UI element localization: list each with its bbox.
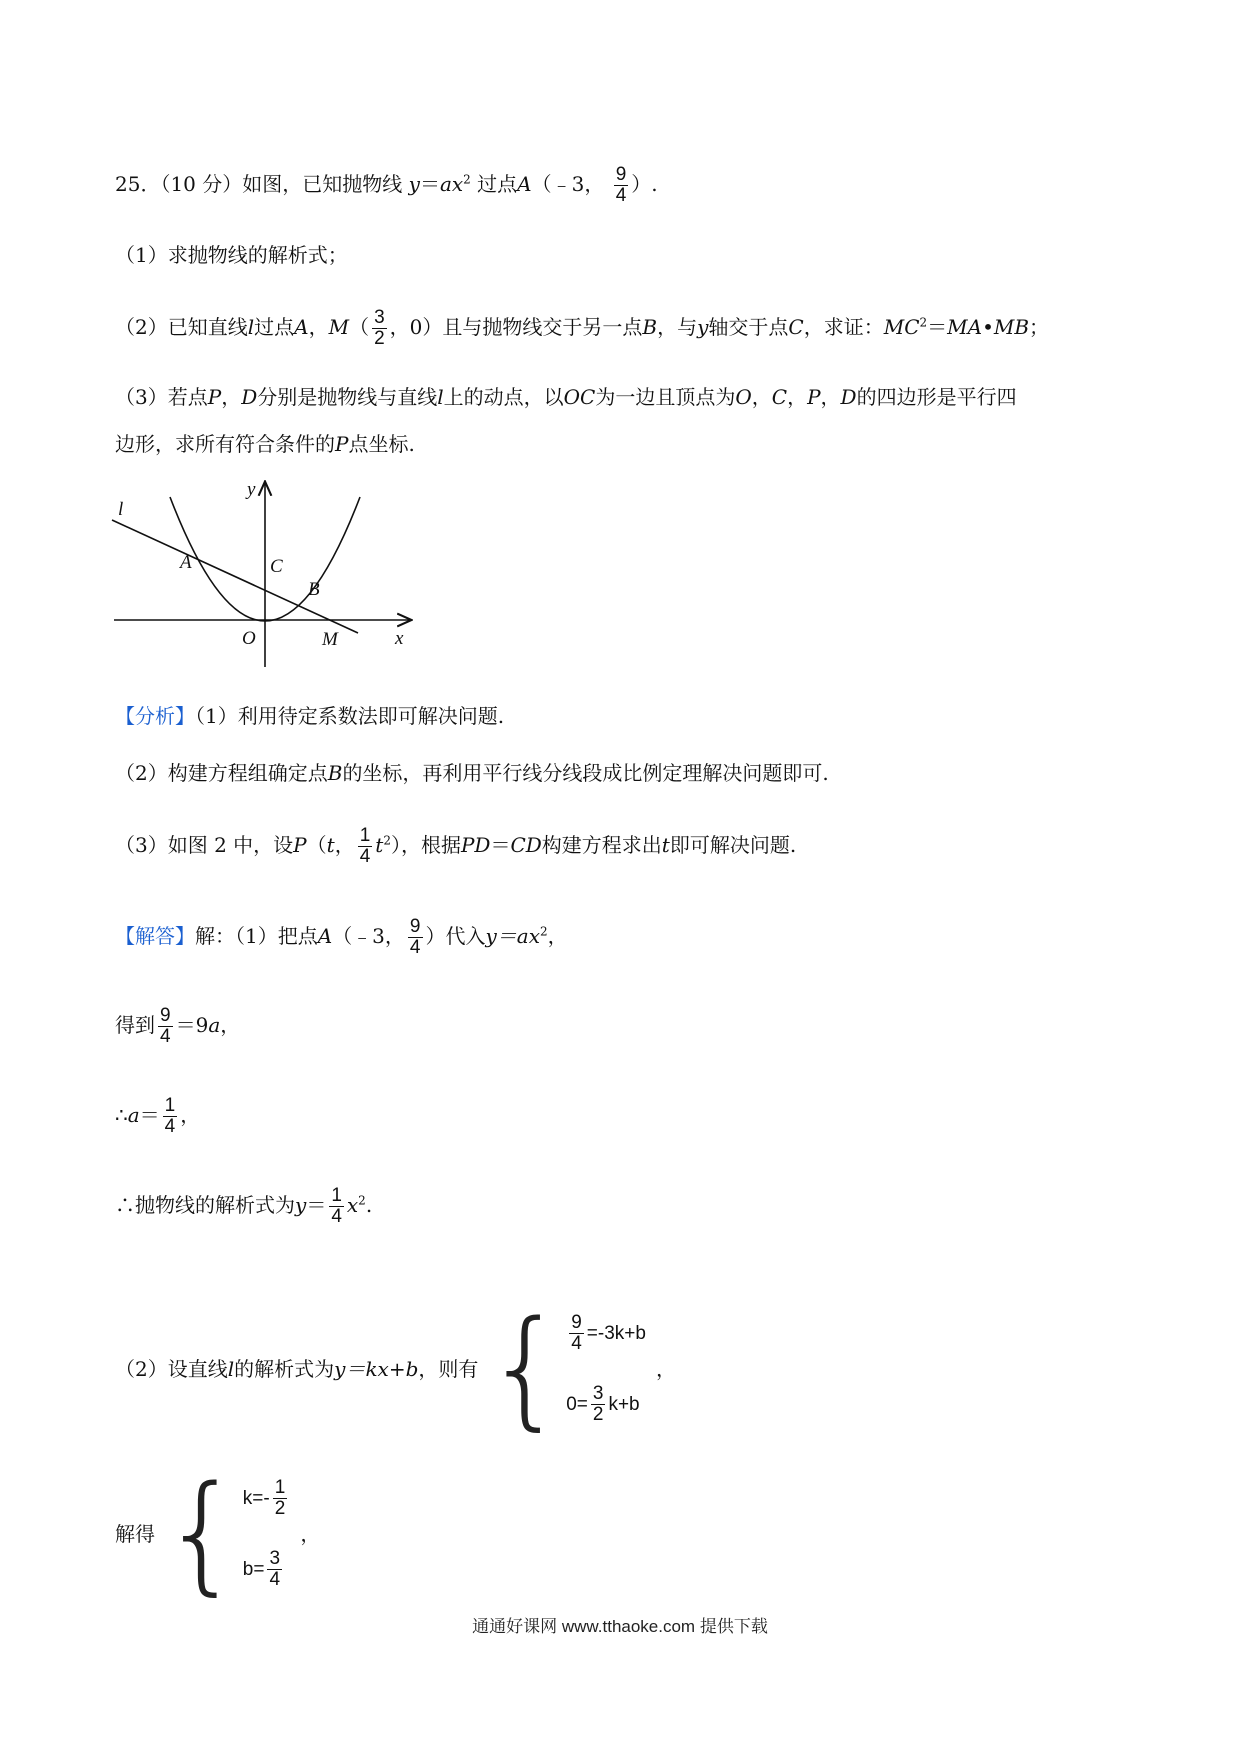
fraction: $\frac{9}{4}$ bbox=[409, 916, 421, 958]
label-C: C bbox=[270, 556, 283, 577]
solution-6: 解得 { k=- $\frac{1}{2}$ b= $\frac{3}{4}$ ， bbox=[115, 1459, 321, 1608]
analysis-1: 【分析】（1）利用待定系数法即可解决问题. bbox=[115, 704, 505, 728]
problem-title: 25．（10 分）如图，已知抛物线 $y=ax^2$ 过点A（﹣3， $\frac{9}{4}$ ）. bbox=[115, 164, 658, 206]
question-3-line-1: （3）若点P，D分别是抛物线与直线l上的动点，以OC为一边且顶点为O，C，P，D的四边形是平行四 bbox=[115, 385, 1017, 409]
equation-system: { $\frac{9}{4}$ =-3k+b 0= $\frac{3}{2}$ k+b ， bbox=[484, 1294, 676, 1443]
fraction: $\frac{9}{4}$ bbox=[615, 164, 627, 206]
label-y: y bbox=[247, 479, 256, 500]
solution-3: ∴a＝ $\frac{1}{4}$ ， bbox=[115, 1095, 201, 1137]
analysis-2: （2）构建方程组确定点B的坐标，再利用平行线分线段成比例定理解决问题即可. bbox=[115, 761, 829, 785]
fraction: $\frac{9}{4}$ bbox=[160, 1005, 171, 1047]
question-3-line-2: 边形，求所有符合条件的P点坐标. bbox=[115, 432, 415, 456]
solution-1: 【解答】解：（1）把点A（﹣3， $\frac{9}{4}$ ）代入$y=ax^2$， bbox=[115, 916, 568, 958]
solution-system: { k=- $\frac{1}{2}$ b= $\frac{3}{4}$ ， bbox=[161, 1459, 321, 1608]
question-1: （1）求抛物线的解析式； bbox=[115, 243, 348, 267]
solution-5: （2）设直线l的解析式为y＝kx+b，则有 { $\frac{9}{4}$ =-3k+b 0= $\frac{3}{2}$ k+b ， bbox=[115, 1294, 676, 1443]
label-l: l bbox=[118, 499, 124, 520]
fraction: $\frac{3}{2}$ bbox=[374, 307, 385, 349]
solution-4: ∴抛物线的解析式为y＝ $\frac{1}{4}$ $x^2$. bbox=[115, 1185, 373, 1227]
label-B: B bbox=[308, 579, 320, 600]
label-A: A bbox=[180, 552, 192, 573]
label-O: O bbox=[242, 628, 256, 649]
page-footer: 通通好课网 www.tthaoke.com 提供下载 bbox=[472, 1617, 768, 1636]
fraction: $\frac{1}{4}$ bbox=[164, 1095, 176, 1137]
solution-tag: 【解答】 bbox=[115, 923, 195, 948]
question-2: （2）已知直线l过点A，M（ $\frac{3}{2}$ ，0）且与抛物线交于另一点B，与y轴交于点C，求证：$MC^2=MA•MB$； bbox=[115, 307, 1050, 349]
label-x: x bbox=[395, 628, 404, 649]
fraction: $\frac{1}{4}$ bbox=[359, 825, 371, 867]
label-M: M bbox=[322, 629, 338, 650]
fraction: $\frac{1}{4}$ bbox=[331, 1185, 342, 1227]
analysis-3: （3）如图 2 中，设P（t， $\frac{1}{4}$ $t^2$），根据PD＝CD构建方程求出t即可解决问题. bbox=[115, 825, 797, 867]
solution-2: 得到 $\frac{9}{4}$ ＝9a， bbox=[115, 1005, 241, 1047]
analysis-tag: 【分析】 bbox=[115, 704, 195, 728]
parabola-figure bbox=[110, 475, 430, 675]
